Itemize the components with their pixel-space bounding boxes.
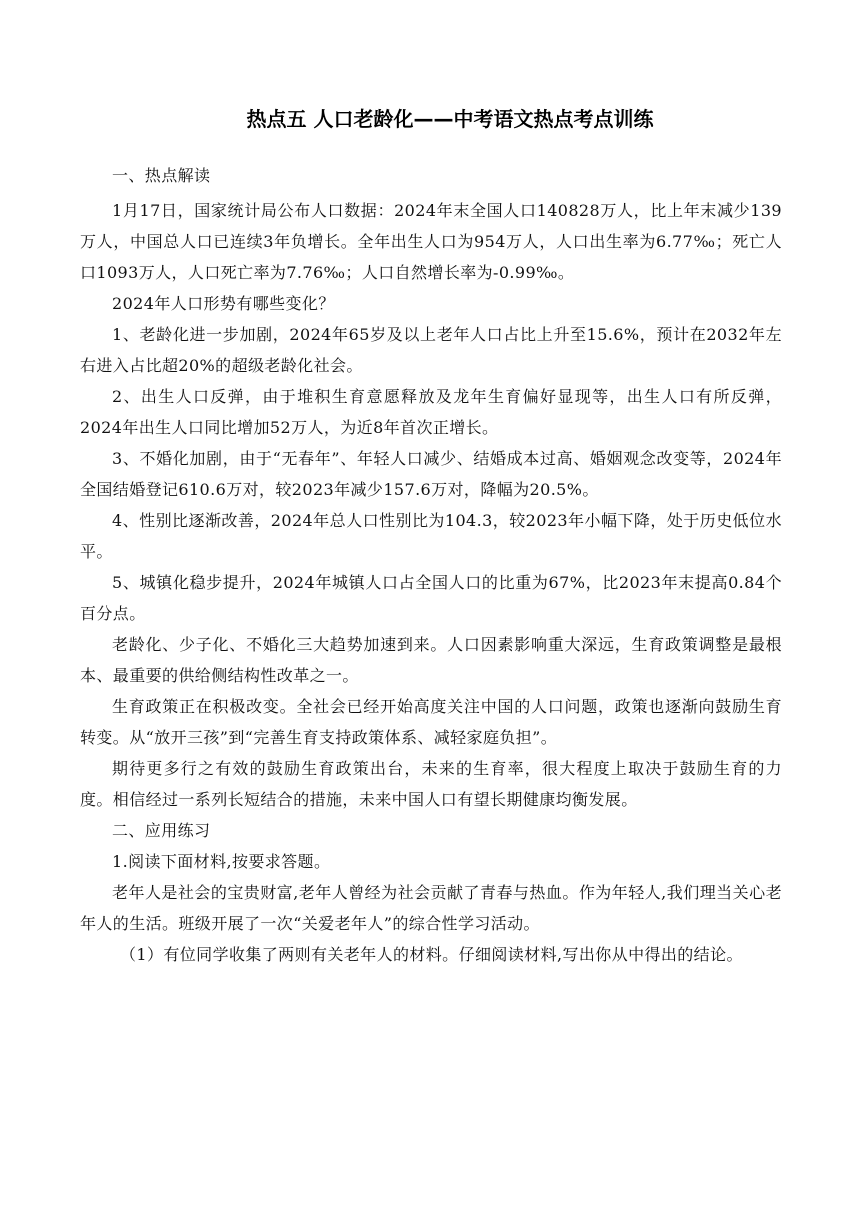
paragraph-question: 2024年人口形势有哪些变化？	[112, 294, 335, 313]
paragraph-point-births: 2、出生人口反弹，由于堆积生育意愿释放及龙年生育偏好显现等，出生人口有所反弹，2024年出生人口同比增加52万人，为近8年首次正增长。	[80, 387, 782, 437]
exercise-material: 老年人是社会的宝贵财富,老年人曾经为社会贡献了青春与热血。作为年轻人,我们理当关心老年人的生活。班级开展了一次“关爱老年人”的综合性学习活动。	[80, 883, 782, 933]
section-heading-hotspot: 一、热点解读	[112, 166, 211, 185]
paragraph-policy: 生育政策正在积极改变。全社会已经开始高度关注中国的人口问题，政策也逐渐向鼓励生育转变。从“放开三孩”到“完善生育支持政策体系、减轻家庭负担”。	[80, 697, 782, 747]
document-body	[80, 160, 782, 970]
paragraph-statistics: 1月17日，国家统计局公布人口数据：2024年末全国人口140828万人，比上年末减少139万人，中国总人口已连续3年负增长。全年出生人口为954万人，人口出生率为6.77‰；死亡人口1093万人，人口死亡率为7.76‰；人口自然增长率为-0.99‰。	[80, 201, 782, 282]
paragraph-point-marriage: 3、不婚化加剧，由于“无春年”、年轻人口减少、结婚成本过高、婚姻观念改变等，2024年全国结婚登记610.6万对，较2023年减少157.6万对，降幅为20.5%。	[80, 449, 782, 499]
document-title: 热点五 人口老龄化——中考语文热点考点训练	[246, 107, 654, 131]
paragraph-outlook: 期待更多行之有效的鼓励生育政策出台，未来的生育率，很大程度上取决于鼓励生育的力度。相信经过一系列长短结合的措施，未来中国人口有望长期健康均衡发展。	[80, 759, 782, 809]
exercise-question: 1.阅读下面材料,按要求答题。	[112, 852, 331, 871]
exercise-sub-question: （1）有位同学收集了两则有关老年人的材料。仔细阅读材料,写出你从中得出的结论。	[120, 945, 743, 964]
paragraph-trends: 老龄化、少子化、不婚化三大趋势加速到来。人口因素影响重大深远，生育政策调整是最根本、最重要的供给侧结构性改革之一。	[80, 635, 782, 685]
section-heading-exercise: 二、应用练习	[112, 821, 211, 840]
paragraph-point-gender: 4、性别比逐渐改善，2024年总人口性别比为104.3，较2023年小幅下降，处于历史低位水平。	[80, 511, 782, 561]
paragraph-point-urbanization: 5、城镇化稳步提升，2024年城镇人口占全国人口的比重为67%，比2023年末提高0.84个百分点。	[80, 573, 782, 623]
paragraph-point-aging: 1、老龄化进一步加剧，2024年65岁及以上老年人口占比上升至15.6%，预计在2032年左右进入占比超20%的超级老龄化社会。	[80, 325, 782, 375]
